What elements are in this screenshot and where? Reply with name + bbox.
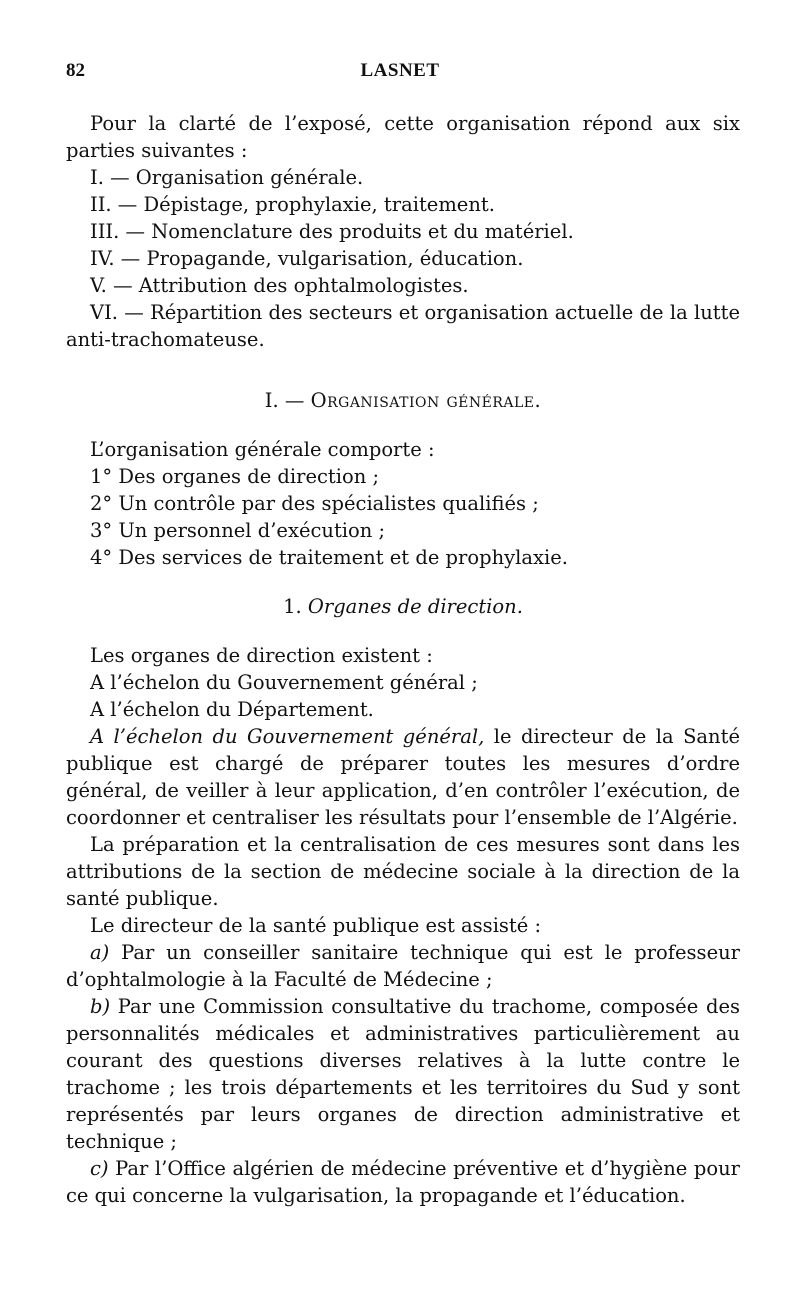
assist-item-c-text: Par l’Office algérien de médecine préventive et d’hygiène pour ce qui concerne la vulgarisation, la propagande et l’éducation. bbox=[66, 1157, 740, 1207]
section-number: I. — bbox=[264, 389, 305, 412]
running-title: LASNET bbox=[360, 60, 440, 81]
direction-paragraph-1-text: le directeur de la Santé publique est chargé de préparer toutes les mesures d’ordre général, de veiller à leur application, d’en contrôler l’exécution, de coordonner et centraliser les résultats pour l’ensemble de l’Algérie. bbox=[66, 725, 740, 829]
assist-item-c-label: c) bbox=[90, 1157, 109, 1180]
page-body bbox=[66, 110, 740, 1209]
subsection-heading bbox=[66, 593, 740, 620]
running-header bbox=[66, 60, 734, 90]
subsection-title: Organes de direction. bbox=[307, 595, 523, 618]
parts-list-item: IV. — Propagande, vulgarisation, éducation. bbox=[90, 247, 524, 270]
direction-paragraph-1-lead: A l’échelon du Gouvernement général, bbox=[90, 725, 485, 748]
assist-item-a bbox=[66, 939, 740, 993]
parts-list bbox=[66, 164, 740, 353]
general-list-item: 1° Des organes de direction ; bbox=[90, 465, 380, 488]
general-list-item: 3° Un personnel d’exécution ; bbox=[90, 519, 386, 542]
assist-item-b-text: Par une Commission consultative du trachome, composée des personnalités médicales et administratives particulièrement au courant des questions diverses relatives à la lutte contre le trachome ; les trois départements et les territoires du Sud y sont représentés par leurs organes de direction administrative et technique ; bbox=[66, 995, 740, 1153]
direction-line: A l’échelon du Département. bbox=[90, 698, 374, 721]
intro-paragraph: Pour la clarté de l’exposé, cette organisation répond aux six parties suivantes : bbox=[66, 112, 740, 162]
parts-list-item: III. — Nomenclature des produits et du matériel. bbox=[90, 220, 574, 243]
general-list-item: 2° Un contrôle par des spécialistes qualifiés ; bbox=[90, 492, 539, 515]
direction-paragraph-1 bbox=[66, 723, 740, 831]
subsection-number: 1. bbox=[283, 595, 302, 618]
assist-item-b bbox=[66, 993, 740, 1155]
direction-paragraph-2: La préparation et la centralisation de ces mesures sont dans les attributions de la section de médecine sociale à la direction de la santé publique. bbox=[66, 833, 740, 910]
section-heading bbox=[66, 387, 740, 414]
general-list-item: 4° Des services de traitement et de prophylaxie. bbox=[90, 546, 568, 569]
direction-line: A l’échelon du Gouvernement général ; bbox=[90, 671, 478, 694]
parts-list-item: VI. — Répartition des secteurs et organisation actuelle de la lutte anti-trachomateuse. bbox=[66, 301, 740, 351]
assist-item-c bbox=[66, 1155, 740, 1209]
assist-item-a-label: a) bbox=[90, 941, 110, 964]
assist-item-b-label: b) bbox=[90, 995, 111, 1018]
parts-list-item: V. — Attribution des ophtalmologistes. bbox=[90, 274, 469, 297]
parts-list-item: II. — Dépistage, prophylaxie, traitement. bbox=[90, 193, 495, 216]
parts-list-item: I. — Organisation générale. bbox=[90, 166, 364, 189]
section-title: Organisation générale. bbox=[310, 389, 542, 412]
assist-item-a-text: Par un conseiller sanitaire technique qui est le professeur d’ophtalmologie à la Faculté de Médecine ; bbox=[66, 941, 740, 991]
general-list bbox=[66, 463, 740, 571]
direction-paragraph-3: Le directeur de la santé publique est assisté : bbox=[90, 914, 542, 937]
general-intro: L’organisation générale comporte : bbox=[90, 438, 435, 461]
page-number: 82 bbox=[66, 60, 85, 81]
direction-line: Les organes de direction existent : bbox=[90, 644, 433, 667]
